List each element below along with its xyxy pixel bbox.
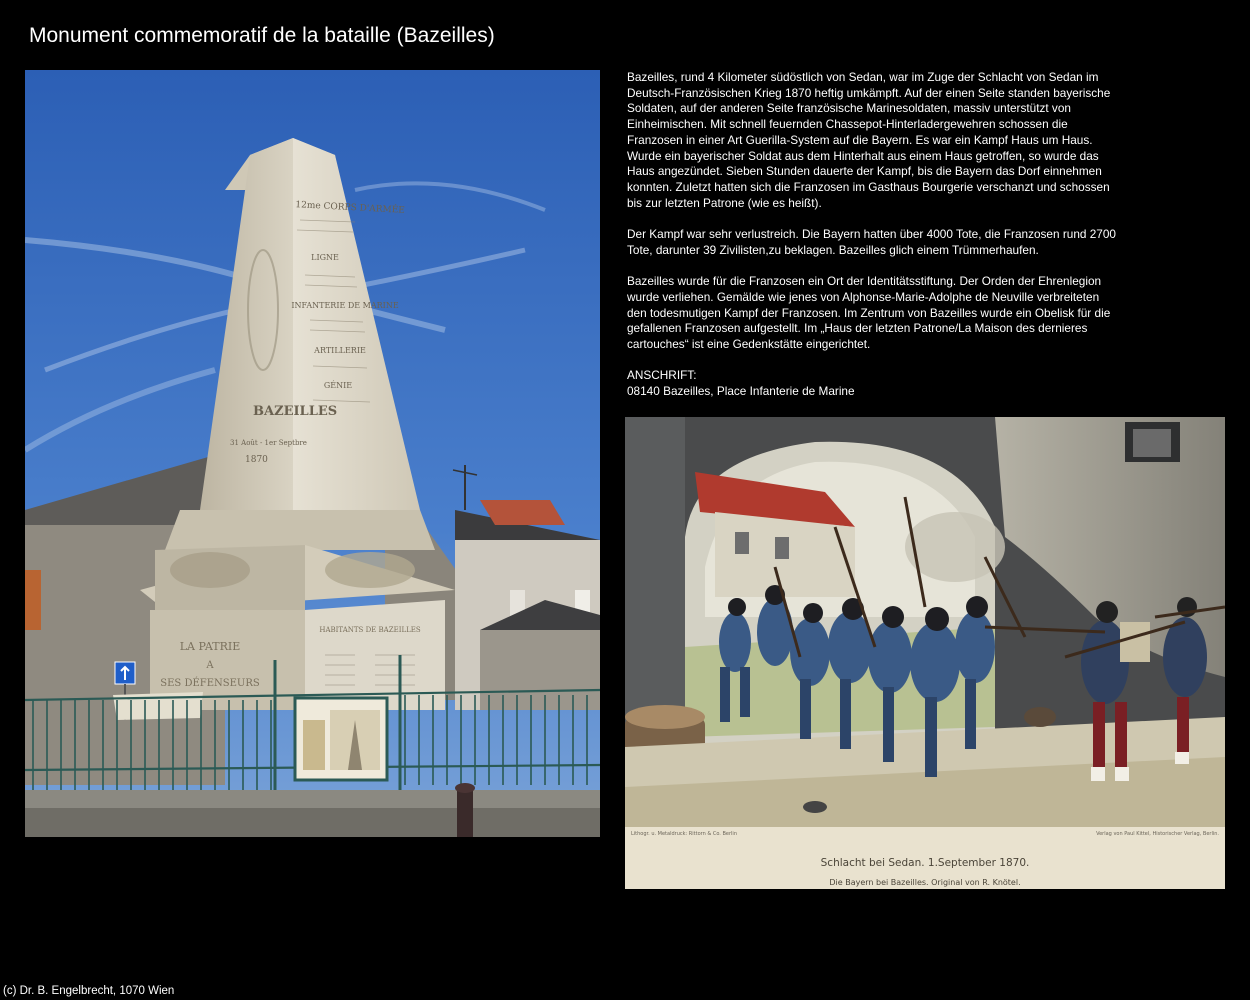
page-title: Monument commemoratif de la bataille (Bazeilles) — [29, 24, 495, 47]
paragraph-1: Bazeilles, rund 4 Kilometer südöstlich von Sedan, war im Zuge der Schlacht von Sedan im Deutsch-Französischen Krieg 1870 heftig umkämpft. Auf der einen Seite standen bayerische Soldaten, auf der anderen Seite französische Marinesoldaten, massiv unterstützt von Einheimischen. Mit schnell feuernden Chassepot-Hinterladergewehren schossen die Franzosen in einer Art Guerilla-System auf die Bayern. Es war ein Kampf Haus um Haus. Wurde ein bayerischer Soldat aus dem Hinterhalt aus einem Haus getroffen, so wurde das Haus angezündet. Sieben Stunden dauerte der Kampf, bis die Bayern das Dorf einnehmen konnten. Zuletzt hatten sich die Franzosen im Gasthaus Bourgerie verschanzt und schossen bis zur letzten Patrone (wie es heißt). — [627, 70, 1111, 210]
paragraph-2: Der Kampf war sehr verlustreich. Die Bayern hatten über 4000 Tote, die Franzosen rund 2700 Tote, darunter 39 Zivilisten,zu beklagen. Bazeilles glich einem Trümmerhaufen. — [627, 227, 1116, 257]
inscription-name: BAZEILLES — [253, 404, 338, 419]
description-text — [627, 70, 1117, 400]
painting-publisher-right: Verlag von Paul Kittel, Historischer Verlag, Berlin. — [1096, 831, 1219, 837]
base-inscription-right: HABITANTS DE BAZEILLES — [319, 626, 421, 634]
base-inscription-3: SES DÉFENSEURS — [160, 678, 260, 689]
inscription-dates: 31 Août - 1er Septbre — [230, 439, 307, 447]
inscription-line-3: INFANTERIE DE MARINE — [291, 301, 399, 310]
inscription-line-5: GÉNIE — [323, 381, 353, 390]
painting-caption-subtitle: Die Bayern bei Bazeilles. Original von R. Knötel. — [829, 878, 1021, 887]
painting-caption-title: Schlacht bei Sedan. 1.September 1870. — [820, 857, 1030, 869]
painting-publisher-left: Lithogr. u. Metaldruck: Rittorn & Co. Berlin — [631, 831, 737, 837]
address-label: ANSCHRIFT: — [627, 368, 697, 383]
inscription-year: 1870 — [245, 455, 268, 465]
address-block — [627, 368, 1117, 399]
inscription-line-1: 12me CORPS D'ARMÉE — [295, 200, 406, 216]
inscription-line-2: LIGNE — [311, 253, 339, 262]
base-inscription-2: A — [206, 660, 214, 671]
paragraph-3: Bazeilles wurde für die Franzosen ein Ort der Identitätsstiftung. Der Orden der Ehrenlegion wurde verliehen. Gemälde wie jenes von Alphonse-Marie-Adolphe de Neuville verbreiteten den todesmutigen Kampf der Franzosen. Im Zentrum von Bazeilles wurde ein Obelisk für die gefallenen Franzosen aufgestellt. Im „Haus der letzten Patrone/La Maison des dernieres cartouches“ ist eine Gedenkstätte eingerichtet. — [627, 274, 1111, 351]
inscription-line-4: ARTILLERIE — [314, 346, 366, 355]
address-value: 08140 Bazeilles, Place Infanterie de Marine — [627, 384, 855, 399]
copyright-footer: (c) Dr. B. Engelbrecht, 1070 Wien — [3, 985, 175, 997]
base-inscription-1: LA PATRIE — [179, 640, 241, 653]
battle-painting — [625, 417, 1225, 889]
monument-photo — [25, 70, 600, 837]
